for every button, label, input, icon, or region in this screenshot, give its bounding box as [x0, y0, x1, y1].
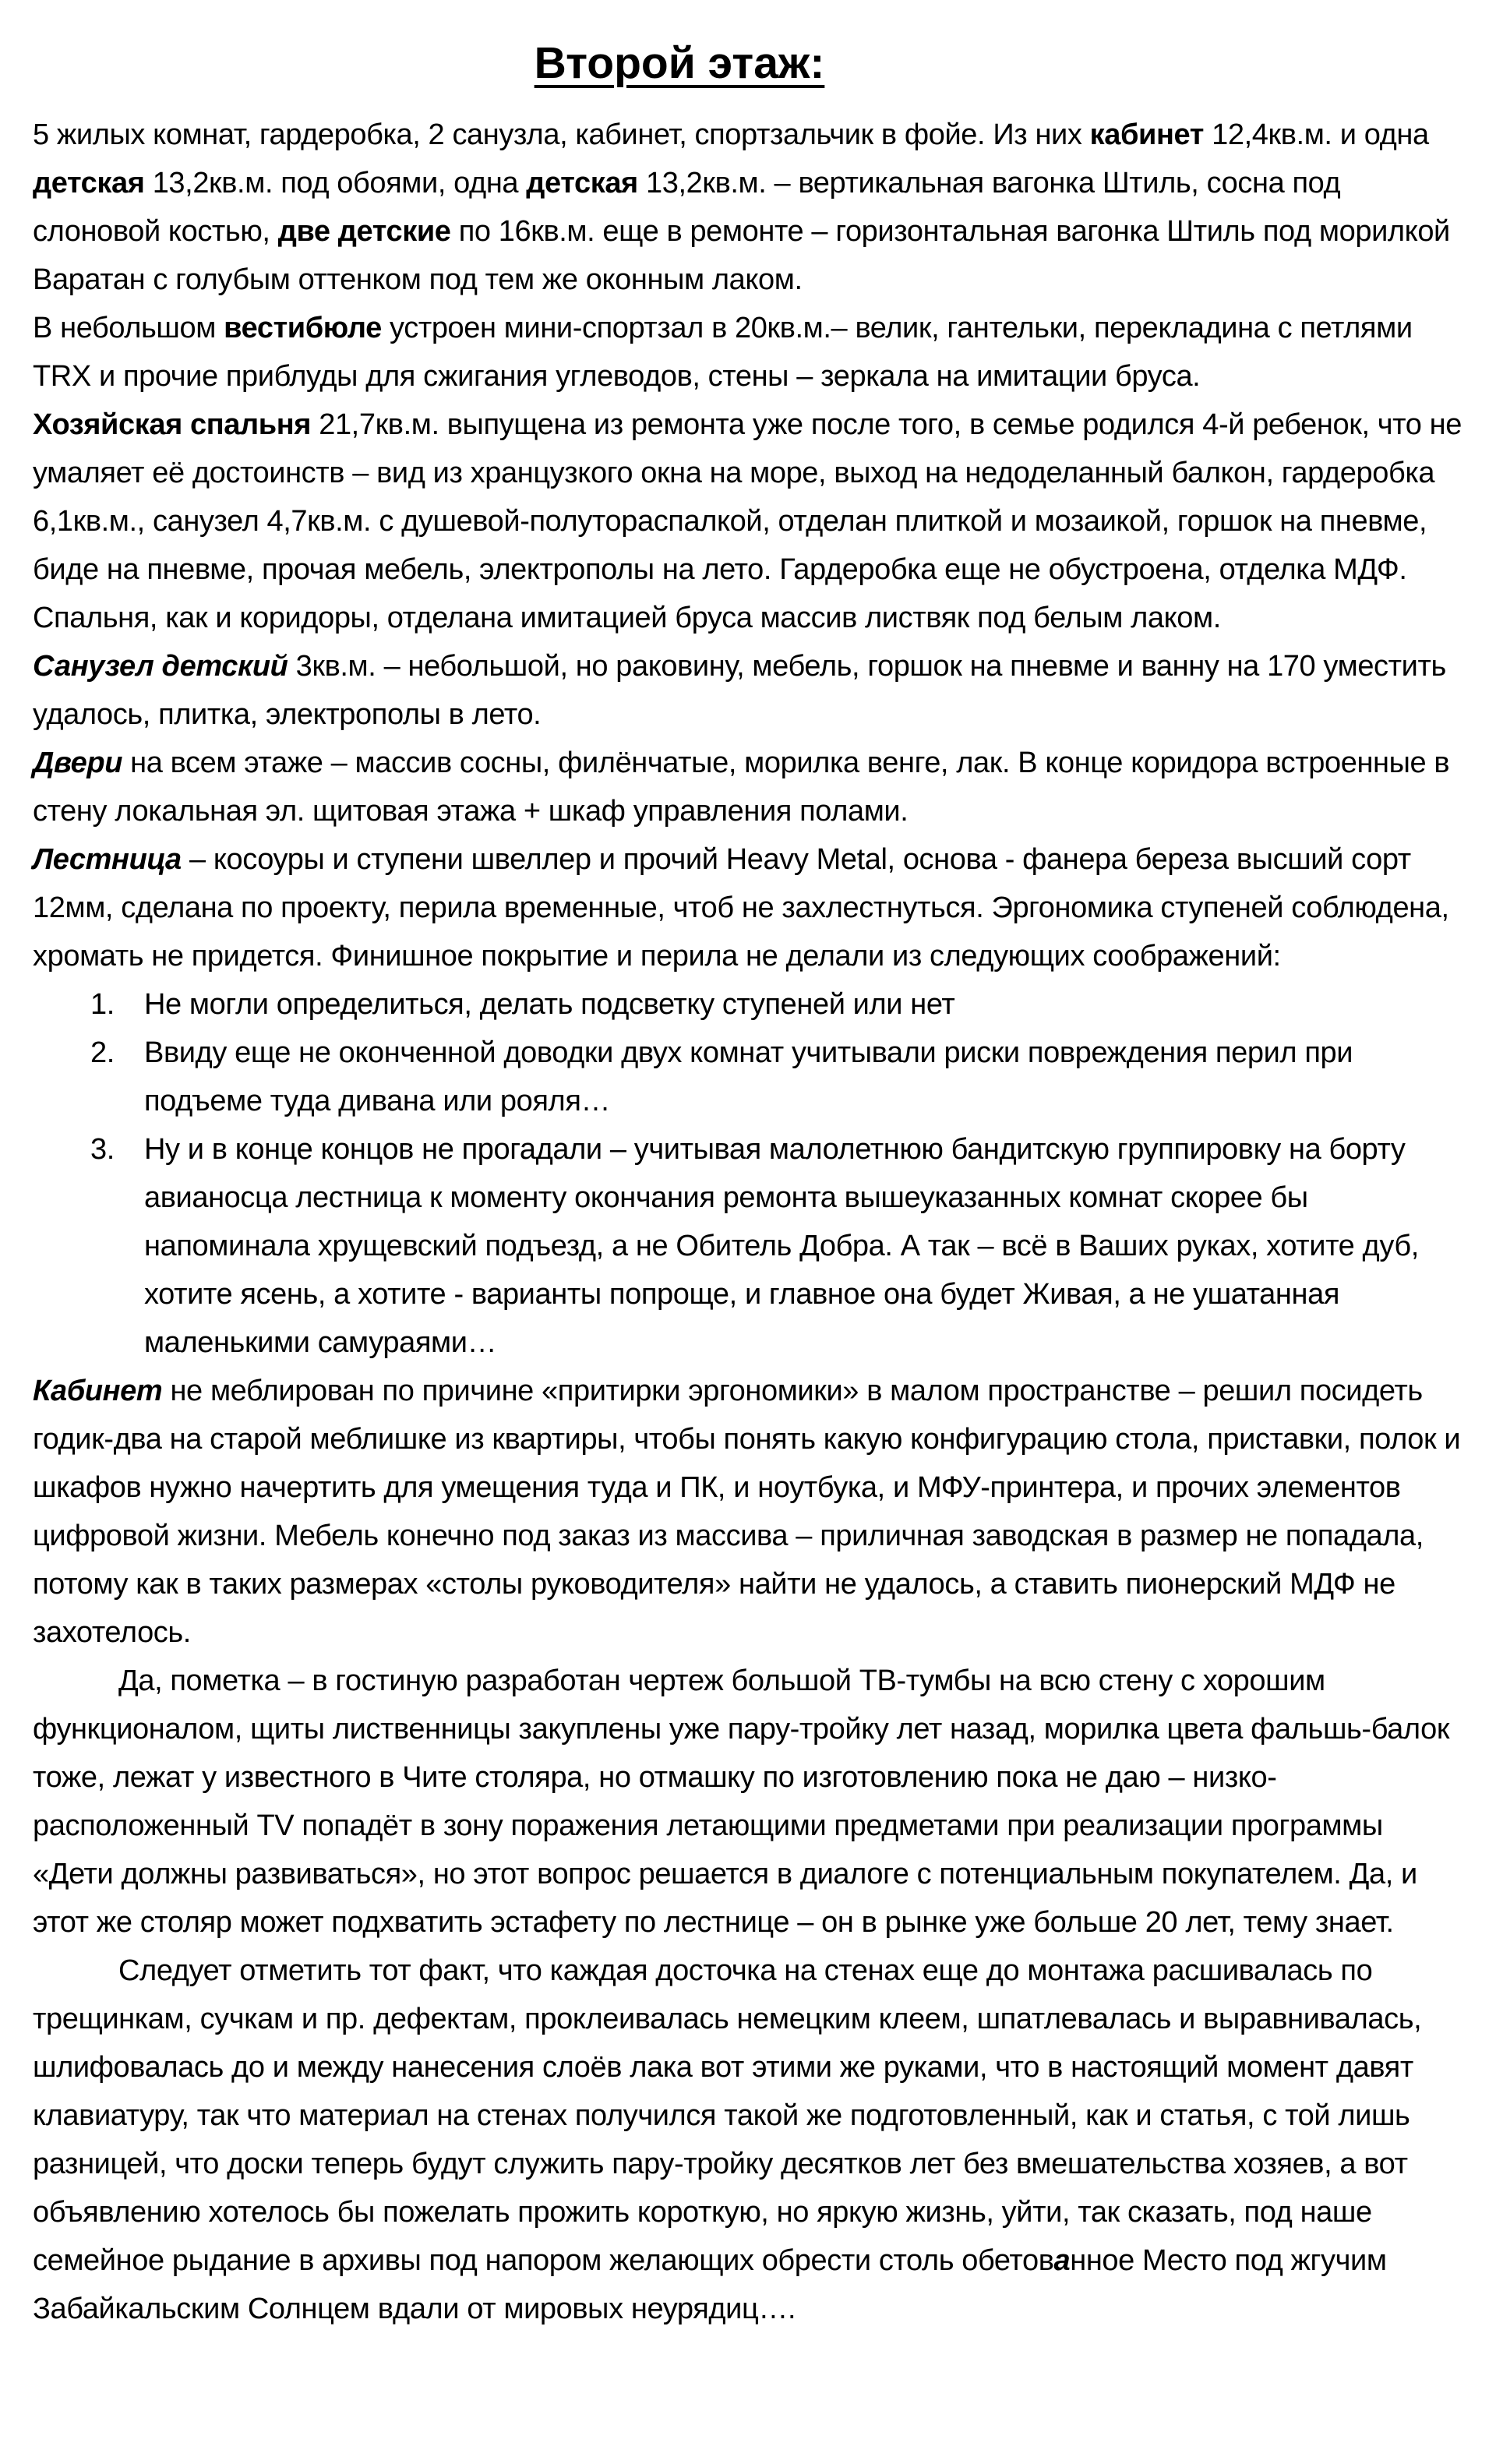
text-run: 13,2кв.м. – вертикальная вагонка Штиль, сосна под слоновой костью, [33, 167, 1341, 248]
text-run: не меблирован по причине «притирки эргономики» в малом пространстве – решил посидеть годик-два на старой меблишке из квартиры, чтобы понять какую конфигурацию стола, приставки, полок и шкафов нужно начертить для умещения туда и ПК, и ноутбука, и МФУ-принтера, и прочих элементов цифровой жизни. Мебель конечно под заказ из массива – приличная заводская в размер не попадала, потому как в таких размерах «столы руководителя» найти не удалось, а ставить пионерский МДФ не захотелось. [33, 1375, 1461, 1649]
list-item-text [144, 1133, 1419, 1359]
text-run: Не могли определиться, делать подсветку ступеней или нет [144, 988, 955, 1021]
text-run: на всем этаже – массив сосны, филёнчатые, морилка венге, лак. В конце коридора встроенные в стену локальная эл. щитовая этажа + шкаф управления полами. [33, 747, 1450, 828]
text-run: В небольшом [33, 312, 224, 344]
list-item [33, 1029, 1470, 1125]
text-run: по 16кв.м. еще в ремонте – горизонтальная вагонка Штиль под морилкой Варатан с голубым оттенком под тем же оконным лаком. [33, 215, 1450, 296]
text-run: Ввиду еще не оконченной доводки двух комнат учитывали риски повреждения перил при подъеме туда дивана или рояля… [144, 1036, 1353, 1117]
text-run: Лестница [33, 843, 182, 876]
text-run: Двери [33, 747, 123, 779]
text-run: устроен мини-спортзал в 20кв.м.– велик, гантельки, перекладина с петлями TRX и прочие приблуды для сжигания углеводов, стены – зеркала на имитации бруса. [33, 312, 1413, 393]
text-run: 12,4кв.м. и одна [1204, 118, 1429, 151]
paragraph [33, 739, 1470, 835]
list-item-text [144, 988, 954, 1021]
text-run: нное Место под жгучим Забайкальским Солнцем вдали от мировых неурядиц…. [33, 2244, 1387, 2325]
page-title [33, 36, 1326, 90]
paragraph [33, 835, 1470, 980]
text-run: Хозяйская спальня [33, 408, 312, 441]
text-run: а [1053, 2244, 1071, 2277]
text-run: Ну и в конце концов не прогадали – учитывая малолетнюю бандитскую группировку на борту авианосца лестница к моменту окончания ремонта вышеуказанных комнат скорее бы напоминала хрущевский подъезд, а не Обитель Добра. А так – всё в Ваших руках, хотите дуб, хотите ясень, а хотите - варианты попроще, и главное она будет Живая, а не ушатанная маленькими самураями… [144, 1133, 1419, 1359]
text-run: 3кв.м. – небольшой, но раковину, мебель, горшок на пневме и ванну на 170 уместить удалось, плитка, электрополы в лето. [33, 650, 1446, 731]
text-run: – косоуры и ступени швеллер и прочий Heavy Metal, основа - фанера береза высший сорт 12мм, сделана по проекту, перила временные, чтоб не захлестнуться. Эргономика ступеней соблюдена, хромать не придется. Финишное покрытие и перила не делали из следующих соображений: [33, 843, 1449, 973]
list-item-text [144, 1036, 1353, 1117]
text-run: Следует отметить тот факт, что каждая досточка на стенах еще до монтажа расшивалась по трещинкам, сучкам и пр. дефектам, проклеивалась немецким клеем, шпатлевалась и выравнивалась, шлифовалась до и между нанесения слоёв лака вот этими же руками, что в настоящий момент давят клавиатуру, так что материал на стенах получился такой же подготовленный, как и статья, с той лишь разницей, что доски теперь будут служить пару-тройку десятков лет без вмешательства хозяев, а вот объявлению хотелось бы пожелать прожить короткую, но яркую жизнь, уйти, так сказать, под наше семейное рыдание в архивы под напором желающих обрести столь обетов [33, 1954, 1422, 2277]
text-run: детская [526, 167, 638, 199]
list-number: 3. [90, 1133, 115, 1166]
paragraph [33, 642, 1470, 739]
text-run: Кабинет [33, 1375, 163, 1407]
text-run: Санузел детский [33, 650, 288, 683]
document-body [33, 111, 1470, 2333]
text-run: Да, пометка – в гостиную разработан чертеж большой ТВ-тумбы на всю стену с хорошим функционалом, щиты лиственницы закуплены уже пару-тройку лет назад, морилка цвета фальшь-балок тоже, лежат у известного в Чите столяра, но отмашку по изготовлению пока не даю – низко-расположенный TV попадёт в зону поражения летающими предметами при реализации программы «Дети должны развиваться», но этот вопрос решается в диалоге с потенциальным покупателем. Да, и этот же столяр может подхватить эстафету по лестнице – он в рынке уже больше 20 лет, тему знает. [33, 1664, 1450, 1939]
text-run: две детские [277, 215, 451, 248]
paragraph [33, 1367, 1470, 1657]
list-number: 2. [90, 1036, 115, 1069]
paragraph [33, 304, 1470, 401]
paragraph-indented [33, 1947, 1470, 2333]
list-number: 1. [90, 988, 115, 1021]
list-item [33, 980, 1470, 1029]
text-run: кабинет [1089, 118, 1205, 151]
text-run: вестибюле [224, 312, 382, 344]
text-run: 13,2кв.м. под обоями, одна [144, 167, 527, 199]
text-run: 5 жилых комнат, гардеробка, 2 санузла, кабинет, спортзальчик в фойе. Из них [33, 118, 1090, 151]
list-item [33, 1125, 1470, 1367]
text-run: 21,7кв.м. выпущена из ремонта уже после того, в семье родился 4-й ребенок, что не умаляет её достоинств – вид из хранцузкого окна на море, выход на недоделанный балкон, гардеробка 6,1кв.м., санузел 4,7кв.м. с душевой-полутораспалкой, отделан плиткой и мозаикой, горшок на пневме, биде на пневме, прочая мебель, электрополы на лето. Гардеробка еще не обустроена, отделка МДФ. Спальня, как и коридоры, отделана имитацией бруса массив листвяк под белым лаком. [33, 408, 1462, 634]
paragraph [33, 401, 1470, 642]
paragraph-indented [33, 1657, 1470, 1947]
text-run: детская [33, 167, 145, 199]
page-title-text: Второй этаж: [534, 38, 825, 88]
paragraph [33, 111, 1470, 304]
